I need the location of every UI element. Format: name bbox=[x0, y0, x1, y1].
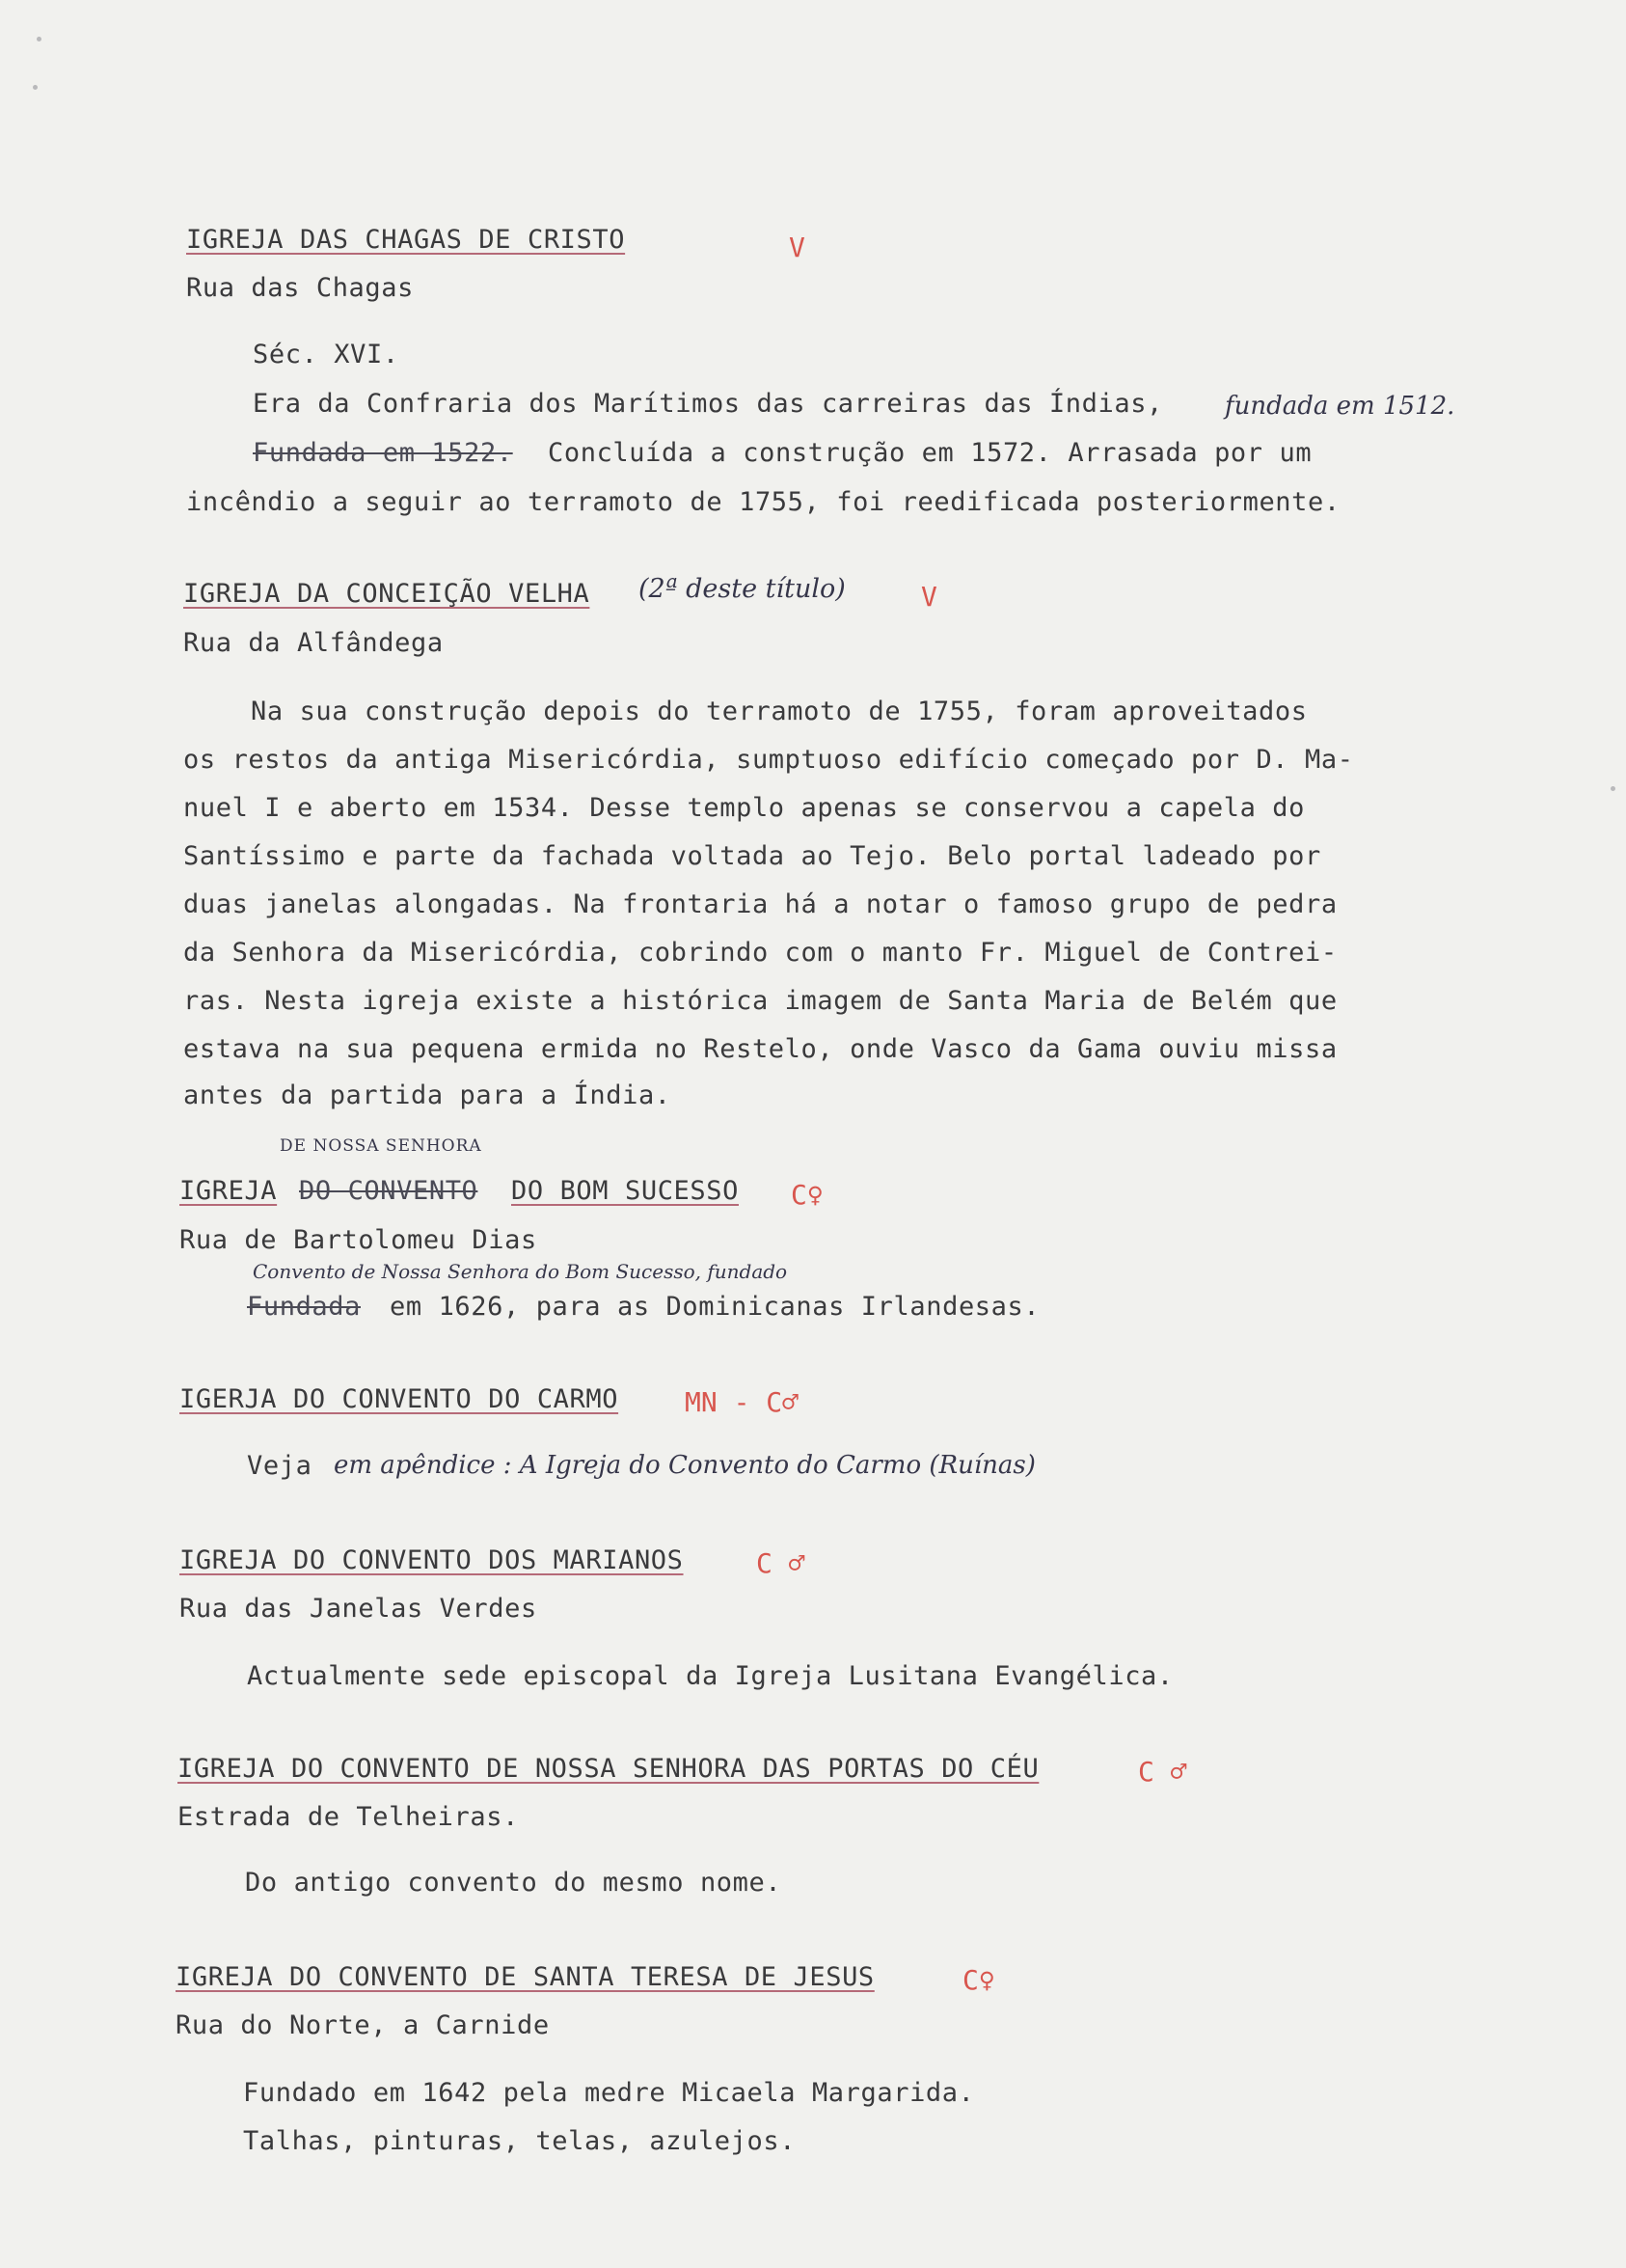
category-mark: C♀ bbox=[962, 1964, 995, 1996]
handwritten-note: Convento de Nossa Senhora do Bom Sucesso, fundado bbox=[253, 1260, 788, 1283]
body-text: incêndio a seguir ao terramoto de 1755, foi reedificada posteriormente. bbox=[186, 487, 1341, 517]
body-text: em 1626, para as Dominicanas Irlandesas. bbox=[390, 1292, 1041, 1322]
section-title: IGREJA DO CONVENTO DE SANTA TERESA DE JESUS bbox=[176, 1962, 875, 1992]
address: Rua de Bartolomeu Dias bbox=[179, 1225, 537, 1255]
binder-hole bbox=[1611, 786, 1615, 791]
section-title: IGREJA DO CONVENTO DOS MARIANOS bbox=[179, 1545, 684, 1575]
address: Rua das Chagas bbox=[186, 273, 414, 303]
body-text: da Senhora da Misericórdia, cobrindo com o manto Fr. Miguel de Contrei- bbox=[183, 938, 1338, 968]
category-mark: C ♂ bbox=[756, 1547, 805, 1579]
section-title: IGREJA DO CONVENTO DE NOSSA SENHORA DAS PORTAS DO CÉU bbox=[177, 1754, 1040, 1784]
handwritten-insert: DE NOSSA SENHORA bbox=[280, 1136, 482, 1156]
body-text: Talhas, pinturas, telas, azulejos. bbox=[243, 2126, 797, 2156]
body-text: duas janelas alongadas. Na frontaria há a notar o famoso grupo de pedra bbox=[183, 889, 1338, 919]
body-text: Era da Confraria dos Marítimos das carreiras das Índias, bbox=[253, 389, 1163, 419]
body-text: Do antigo convento do mesmo nome. bbox=[245, 1868, 782, 1898]
body-text: Na sua construção depois do terramoto de 1755, foram aproveitados bbox=[251, 697, 1308, 726]
century: Séc. XVI. bbox=[253, 340, 399, 369]
handwritten-note: em apêndice : A Igreja do Convento do Carmo (Ruínas) bbox=[334, 1451, 1036, 1480]
struck-title: DO CONVENTO bbox=[299, 1176, 478, 1206]
struck-text: Fundada bbox=[247, 1292, 361, 1322]
category-mark: MN - C♂ bbox=[685, 1386, 799, 1418]
section-title: IGREJA DAS CHAGAS DE CRISTO bbox=[186, 225, 626, 255]
body-text: Concluída a construção em 1572. Arrasada por um bbox=[548, 438, 1313, 468]
section-title: DO BOM SUCESSO bbox=[511, 1176, 739, 1206]
body-text: nuel I e aberto em 1534. Desse templo apenas se conservou a capela do bbox=[183, 793, 1306, 823]
address: Rua das Janelas Verdes bbox=[179, 1594, 537, 1624]
check-mark: V bbox=[789, 232, 805, 263]
see-label: Veja bbox=[247, 1451, 312, 1481]
address: Rua do Norte, a Carnide bbox=[176, 2010, 550, 2040]
body-text: Fundado em 1642 pela medre Micaela Margarida. bbox=[243, 2078, 975, 2108]
body-text: ras. Nesta igreja existe a histórica imagem de Santa Maria de Belém que bbox=[183, 986, 1338, 1016]
address: Estrada de Telheiras. bbox=[177, 1802, 519, 1832]
paper-speck bbox=[37, 37, 41, 41]
section-title: IGREJA bbox=[179, 1176, 278, 1206]
handwritten-note: (2ª deste título) bbox=[638, 574, 846, 604]
address: Rua da Alfândega bbox=[183, 628, 444, 658]
section-title: IGREJA DA CONCEIÇÃO VELHA bbox=[183, 579, 590, 609]
body-text: estava na sua pequena ermida no Restelo, onde Vasco da Gama ouviu missa bbox=[183, 1034, 1338, 1064]
check-mark: V bbox=[921, 581, 937, 613]
body-text: antes da partida para a Índia. bbox=[183, 1080, 671, 1110]
section-title: IGERJA DO CONVENTO DO CARMO bbox=[179, 1384, 619, 1414]
category-mark: C♀ bbox=[791, 1179, 824, 1211]
category-mark: C ♂ bbox=[1138, 1756, 1187, 1788]
body-text: Actualmente sede episcopal da Igreja Lusitana Evangélica. bbox=[247, 1661, 1174, 1691]
body-text: os restos da antiga Misericórdia, sumptuoso edifício começado por D. Ma- bbox=[183, 745, 1354, 775]
body-text: Santíssimo e parte da fachada voltada ao Tejo. Belo portal ladeado por bbox=[183, 841, 1321, 871]
struck-text: Fundada em 1522. bbox=[253, 438, 513, 468]
paper-speck bbox=[33, 85, 38, 90]
handwritten-note: fundada em 1512. bbox=[1225, 392, 1455, 421]
